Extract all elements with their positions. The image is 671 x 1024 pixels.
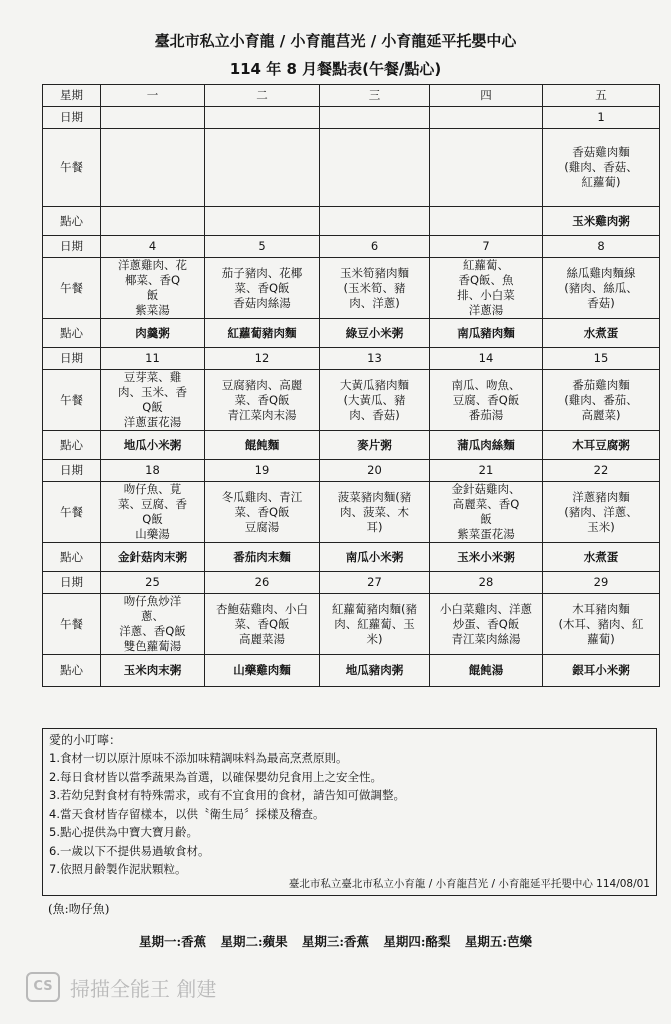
date-cell bbox=[101, 107, 205, 129]
date-label: 日期 bbox=[43, 460, 101, 482]
date-cell bbox=[205, 107, 320, 129]
date-row bbox=[43, 236, 660, 258]
lunch-cell: 香菇雞肉麵 (雞肉、香菇、 紅蘿蔔) bbox=[543, 129, 660, 207]
snack-cell bbox=[205, 207, 320, 236]
snack-cell: 木耳豆腐粥 bbox=[543, 431, 660, 460]
date-cell: 28 bbox=[430, 572, 543, 594]
snack-label: 點心 bbox=[43, 319, 101, 348]
date-row bbox=[43, 460, 660, 482]
lunch-label: 午餐 bbox=[43, 482, 101, 543]
date-cell: 19 bbox=[205, 460, 320, 482]
lunch-cell: 豆腐豬肉、高麗 菜、香Q飯 青江菜肉末湯 bbox=[205, 370, 320, 431]
snack-cell: 南瓜小米粥 bbox=[320, 543, 430, 572]
weekday-cell: 一 bbox=[101, 85, 205, 107]
lunch-label: 午餐 bbox=[43, 129, 101, 207]
lunch-cell: 南瓜、吻魚、 豆腐、香Q飯 番茄湯 bbox=[430, 370, 543, 431]
snack-label: 點心 bbox=[43, 543, 101, 572]
lunch-cell: 豆芽菜、雞 肉、玉米、香 Q飯 洋蔥蛋花湯 bbox=[101, 370, 205, 431]
lunch-cell: 紅蘿蔔豬肉麵(豬 肉、紅蘿蔔、玉 米) bbox=[320, 594, 430, 655]
snack-cell: 肉羹粥 bbox=[101, 319, 205, 348]
snack-cell: 山藥雞肉麵 bbox=[205, 655, 320, 687]
snack-row bbox=[43, 207, 660, 236]
snack-cell: 金針菇肉末粥 bbox=[101, 543, 205, 572]
lunch-row bbox=[43, 258, 660, 319]
date-cell: 29 bbox=[543, 572, 660, 594]
snack-cell: 南瓜豬肉麵 bbox=[430, 319, 543, 348]
snack-label: 點心 bbox=[43, 655, 101, 687]
page-title: 臺北市私立小育龍 / 小育龍莒光 / 小育龍延平托嬰中心 bbox=[154, 32, 517, 50]
lunch-cell: 紅蘿蔔、 香Q飯、魚 排、小白菜 洋蔥湯 bbox=[430, 258, 543, 319]
lunch-cell: 玉米筍豬肉麵 (玉米筍、豬 肉、洋蔥) bbox=[320, 258, 430, 319]
snack-cell: 餛飩湯 bbox=[430, 655, 543, 687]
notes-box bbox=[42, 728, 657, 896]
weekday-cell: 四 bbox=[430, 85, 543, 107]
note-item: 4.當天食材皆存留樣本，以供〝衛生局〞採樣及稽查。 bbox=[49, 806, 325, 821]
lunch-cell: 小白菜雞肉、洋蔥 炒蛋、香Q飯 青江菜肉絲湯 bbox=[430, 594, 543, 655]
date-cell: 6 bbox=[320, 236, 430, 258]
fish-note: (魚:吻仔魚) bbox=[48, 902, 110, 916]
date-cell bbox=[320, 107, 430, 129]
snack-cell: 蒲瓜肉絲麵 bbox=[430, 431, 543, 460]
weekday-cell: 二 bbox=[205, 85, 320, 107]
watermark bbox=[26, 972, 216, 1002]
date-cell: 26 bbox=[205, 572, 320, 594]
note-item: 3.若幼兒對食材有特殊需求，或有不宜食用的食材，請告知可做調整。 bbox=[49, 788, 405, 802]
snack-cell: 地瓜小米粥 bbox=[101, 431, 205, 460]
note-item: 5.點心提供為中寶大寶月齡。 bbox=[49, 825, 198, 839]
lunch-row bbox=[43, 370, 660, 431]
lunch-cell bbox=[205, 129, 320, 207]
snack-cell: 麥片粥 bbox=[320, 431, 430, 460]
lunch-row bbox=[43, 482, 660, 543]
lunch-label: 午餐 bbox=[43, 594, 101, 655]
snack-row bbox=[43, 431, 660, 460]
weekday-cell: 三 bbox=[320, 85, 430, 107]
snack-cell: 餛飩麵 bbox=[205, 431, 320, 460]
date-cell: 25 bbox=[101, 572, 205, 594]
date-row bbox=[43, 107, 660, 129]
lunch-cell: 冬瓜雞肉、青江 菜、香Q飯 豆腐湯 bbox=[205, 482, 320, 543]
date-cell: 1 bbox=[543, 107, 660, 129]
snack-row bbox=[43, 319, 660, 348]
date-cell: 15 bbox=[543, 348, 660, 370]
lunch-cell bbox=[101, 129, 205, 207]
snack-cell: 銀耳小米粥 bbox=[543, 655, 660, 687]
date-label: 日期 bbox=[43, 236, 101, 258]
note-item: 2.每日食材皆以當季蔬果為首選，以確保嬰幼兒食用上之安全性。 bbox=[49, 769, 382, 784]
lunch-cell: 杏鮑菇雞肉、小白 菜、香Q飯 高麗菜湯 bbox=[205, 594, 320, 655]
snack-label: 點心 bbox=[43, 431, 101, 460]
lunch-cell bbox=[320, 129, 430, 207]
snack-cell bbox=[101, 207, 205, 236]
date-label: 日期 bbox=[43, 348, 101, 370]
snack-cell bbox=[320, 207, 430, 236]
notes-list bbox=[49, 749, 650, 879]
snack-cell: 水煮蛋 bbox=[543, 319, 660, 348]
snack-cell: 地瓜豬肉粥 bbox=[320, 655, 430, 687]
watermark-text: 掃描全能王 創建 bbox=[70, 976, 217, 1001]
lunch-cell: 菠菜豬肉麵(豬 肉、菠菜、木 耳) bbox=[320, 482, 430, 543]
snack-cell: 玉米雞肉粥 bbox=[543, 207, 660, 236]
date-cell: 13 bbox=[320, 348, 430, 370]
lunch-label: 午餐 bbox=[43, 370, 101, 431]
snack-cell: 紅蘿蔔豬肉麵 bbox=[205, 319, 320, 348]
date-cell: 14 bbox=[430, 348, 543, 370]
date-label: 日期 bbox=[43, 572, 101, 594]
date-cell: 5 bbox=[205, 236, 320, 258]
date-row bbox=[43, 572, 660, 594]
snack-cell: 水煮蛋 bbox=[543, 543, 660, 572]
date-cell: 8 bbox=[543, 236, 660, 258]
date-label: 日期 bbox=[43, 107, 101, 129]
lunch-row bbox=[43, 129, 660, 207]
snack-cell bbox=[430, 207, 543, 236]
menu-subtitle: 114 年 8 月餐點表(午餐/點心) bbox=[229, 60, 442, 78]
date-cell: 7 bbox=[430, 236, 543, 258]
lunch-row bbox=[43, 594, 660, 655]
snack-cell: 綠豆小米粥 bbox=[320, 319, 430, 348]
lunch-cell: 洋蔥豬肉麵 (豬肉、洋蔥、 玉米) bbox=[543, 482, 660, 543]
weekday-cell: 五 bbox=[543, 85, 660, 107]
date-cell: 11 bbox=[101, 348, 205, 370]
date-cell: 27 bbox=[320, 572, 430, 594]
date-cell: 18 bbox=[101, 460, 205, 482]
snack-cell: 玉米小米粥 bbox=[430, 543, 543, 572]
note-item: 6.一歲以下不提供易過敏食材。 bbox=[49, 843, 210, 858]
date-cell: 12 bbox=[205, 348, 320, 370]
lunch-cell: 吻仔魚炒洋 蔥、 洋蔥、香Q飯 雙色蘿蔔湯 bbox=[101, 594, 205, 655]
lunch-cell bbox=[430, 129, 543, 207]
lunch-cell: 洋蔥雞肉、花 椰菜、香Q 飯 紫菜湯 bbox=[101, 258, 205, 319]
lunch-cell: 木耳豬肉麵 (木耳、豬肉、紅 蘿蔔) bbox=[543, 594, 660, 655]
date-row bbox=[43, 348, 660, 370]
date-cell: 4 bbox=[101, 236, 205, 258]
note-item: 1.食材一切以原汁原味不添加味精調味料為最高烹煮原則。 bbox=[49, 751, 348, 765]
notes-footer: 臺北市私立臺北市私立小育龍 / 小育龍莒光 / 小育龍延平托嬰中心 114/08/01 bbox=[288, 878, 650, 890]
weekday-label: 星期 bbox=[43, 85, 101, 107]
fruit-schedule: 星期一:香蕉 星期二:蘋果 星期三:香蕉 星期四:酪梨 星期五:芭樂 bbox=[139, 934, 532, 949]
lunch-cell: 茄子豬肉、花椰 菜、香Q飯 香菇肉絲湯 bbox=[205, 258, 320, 319]
lunch-label: 午餐 bbox=[43, 258, 101, 319]
snack-row bbox=[43, 655, 660, 687]
snack-cell: 玉米肉末粥 bbox=[101, 655, 205, 687]
weekday-header-row bbox=[43, 85, 660, 107]
snack-row bbox=[43, 543, 660, 572]
note-item: 7.依照月齡製作泥狀顆粒。 bbox=[49, 862, 187, 876]
lunch-cell: 金針菇雞肉、 高麗菜、香Q 飯 紫菜蛋花湯 bbox=[430, 482, 543, 543]
lunch-cell: 吻仔魚、莧 菜、豆腐、香 Q飯 山藥湯 bbox=[101, 482, 205, 543]
snack-cell: 番茄肉末麵 bbox=[205, 543, 320, 572]
snack-label: 點心 bbox=[43, 207, 101, 236]
lunch-cell: 番茄雞肉麵 (雞肉、番茄、 高麗菜) bbox=[543, 370, 660, 431]
date-cell: 21 bbox=[430, 460, 543, 482]
date-cell: 22 bbox=[543, 460, 660, 482]
lunch-cell: 絲瓜雞肉麵線 (豬肉、絲瓜、 香菇) bbox=[543, 258, 660, 319]
date-cell: 20 bbox=[320, 460, 430, 482]
notes-title: 愛的小叮嚀： bbox=[49, 733, 122, 747]
camscanner-icon: CS bbox=[26, 972, 60, 1002]
menu-table bbox=[42, 84, 660, 687]
lunch-cell: 大黃瓜豬肉麵 (大黃瓜、豬 肉、香菇) bbox=[320, 370, 430, 431]
date-cell bbox=[430, 107, 543, 129]
